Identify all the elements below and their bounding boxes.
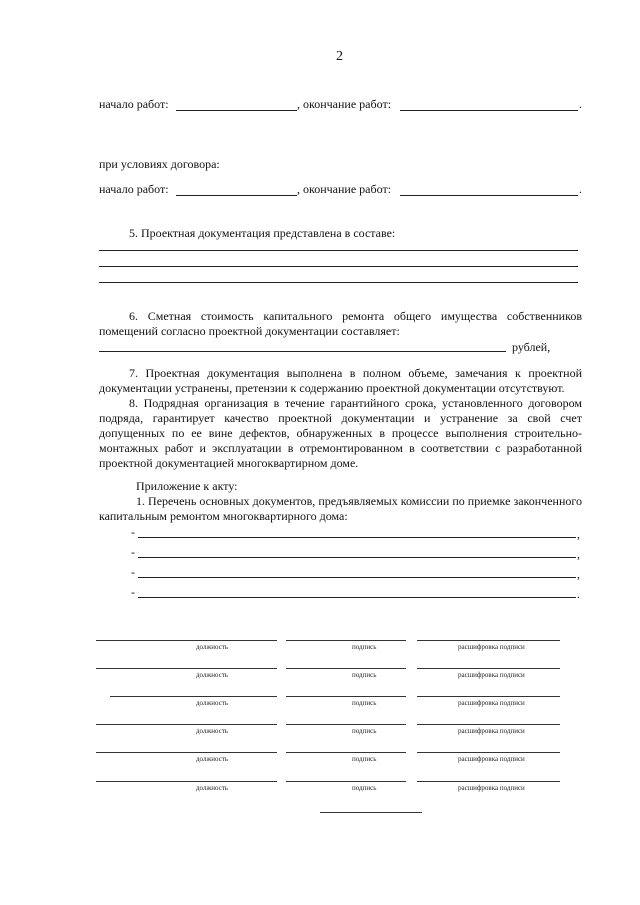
signature-row-2-signature-field[interactable] [286,668,406,669]
signature-row-1-signature-field[interactable] [286,640,406,641]
item-6-text: 6. Сметная стоимость капитального ремонта общего имущества собственников помещений согласно проектной документации составляет: [99,309,582,338]
start-label-2: начало работ: [99,182,169,196]
appendix-title: Приложение к акту: [136,479,238,493]
signature-row-2-position-field[interactable] [96,668,277,669]
signature-row-5-decode-caption: расшифровка подписи [458,755,525,763]
signature-row-4-position-caption: должность [196,727,229,735]
end-label-2: , окончание работ: [297,182,392,196]
start-label-1: начало работ: [99,97,169,111]
start-date-field-1[interactable] [176,110,297,111]
page-number: 2 [336,49,343,64]
list-line-1[interactable] [138,537,576,538]
signature-row-6-position-caption: должность [196,784,229,792]
signature-tail-line [320,812,422,813]
signature-row-3-decode-caption: расшифровка подписи [458,699,525,707]
item-5-heading: 5. Проектная документация представлена в составе: [129,226,396,240]
end-punct-1: . [579,97,582,111]
signature-row-4-decode-field[interactable] [417,724,560,725]
list-comma-3: , [577,567,580,581]
signature-row-3-decode-field[interactable] [417,696,560,697]
signature-row-4-signature-field[interactable] [286,724,406,725]
signature-row-2-decode-caption: расшифровка подписи [458,671,525,679]
contract-terms-label: при условиях договора: [99,157,220,171]
end-punct-2: . [579,182,582,196]
signature-row-1-decode-field[interactable] [417,640,560,641]
signature-row-5-decode-field[interactable] [417,752,560,753]
signature-row-5-signature-caption: подпись [352,755,377,763]
list-period-4: . [577,587,580,601]
signature-row-3-position-field[interactable] [110,696,277,697]
list-line-4[interactable] [138,597,576,598]
list-dash-2: - [131,545,135,559]
signature-row-2-signature-caption: подпись [352,671,377,679]
signature-row-2-position-caption: должность [196,671,229,679]
signature-row-6-signature-field[interactable] [286,781,406,782]
list-comma-1: , [577,527,580,541]
appendix-item-1: 1. Перечень основных документов, предъявляемых комиссии по приемке законченного капитальным ремонтом многоквартирного дома: [99,494,582,523]
list-line-3[interactable] [138,577,576,578]
end-date-field-1[interactable] [400,110,578,111]
signature-row-6-decode-field[interactable] [417,781,560,782]
start-date-field-2[interactable] [176,195,297,196]
signature-row-1-decode-caption: расшифровка подписи [458,643,525,651]
end-date-field-2[interactable] [400,195,578,196]
signature-row-5-position-field[interactable] [96,752,277,753]
signature-row-5-signature-field[interactable] [286,752,406,753]
list-line-2[interactable] [138,557,576,558]
signature-row-2-decode-field[interactable] [417,668,560,669]
item-5-line-1[interactable] [99,250,578,251]
item-7-text: 7. Проектная документация выполнена в полном объеме, замечания к проектной документации устранены, претензии к содержанию проектной документации отсутствуют. [99,366,582,395]
signature-row-6-decode-caption: расшифровка подписи [458,784,525,792]
signature-row-1-position-caption: должность [196,643,229,651]
signature-row-3-signature-field[interactable] [286,696,406,697]
list-dash-1: - [131,525,135,539]
signature-row-4-position-field[interactable] [96,724,277,725]
list-comma-2: , [577,547,580,561]
item-5-line-2[interactable] [99,266,578,267]
signature-row-6-position-field[interactable] [96,781,277,782]
signature-row-6-signature-caption: подпись [352,784,377,792]
item-5-line-3[interactable] [99,282,578,283]
list-dash-3: - [131,565,135,579]
signature-row-4-decode-caption: расшифровка подписи [458,727,525,735]
cost-currency: рублей, [512,340,551,354]
list-dash-4: - [131,585,135,599]
end-label-1: , окончание работ: [297,97,392,111]
signature-row-5-position-caption: должность [196,755,229,763]
signature-row-1-position-field[interactable] [96,640,277,641]
signature-row-4-signature-caption: подпись [352,727,377,735]
cost-field[interactable] [99,351,506,352]
signature-row-3-signature-caption: подпись [352,699,377,707]
signature-row-3-position-caption: должность [196,699,229,707]
item-8-text: 8. Подрядная организация в течение гарантийного срока, установленного договором подряда, гарантирует качество проектной документации и устранение за свой счет допущенных по ее вине дефектов, обнаруженных в процессе выполнения строительно-монтажных работ и эксплуатации в отремонтированном в соответствии с разработанной проектной документацией многоквартирном доме. [99,396,582,470]
signature-row-1-signature-caption: подпись [352,643,377,651]
